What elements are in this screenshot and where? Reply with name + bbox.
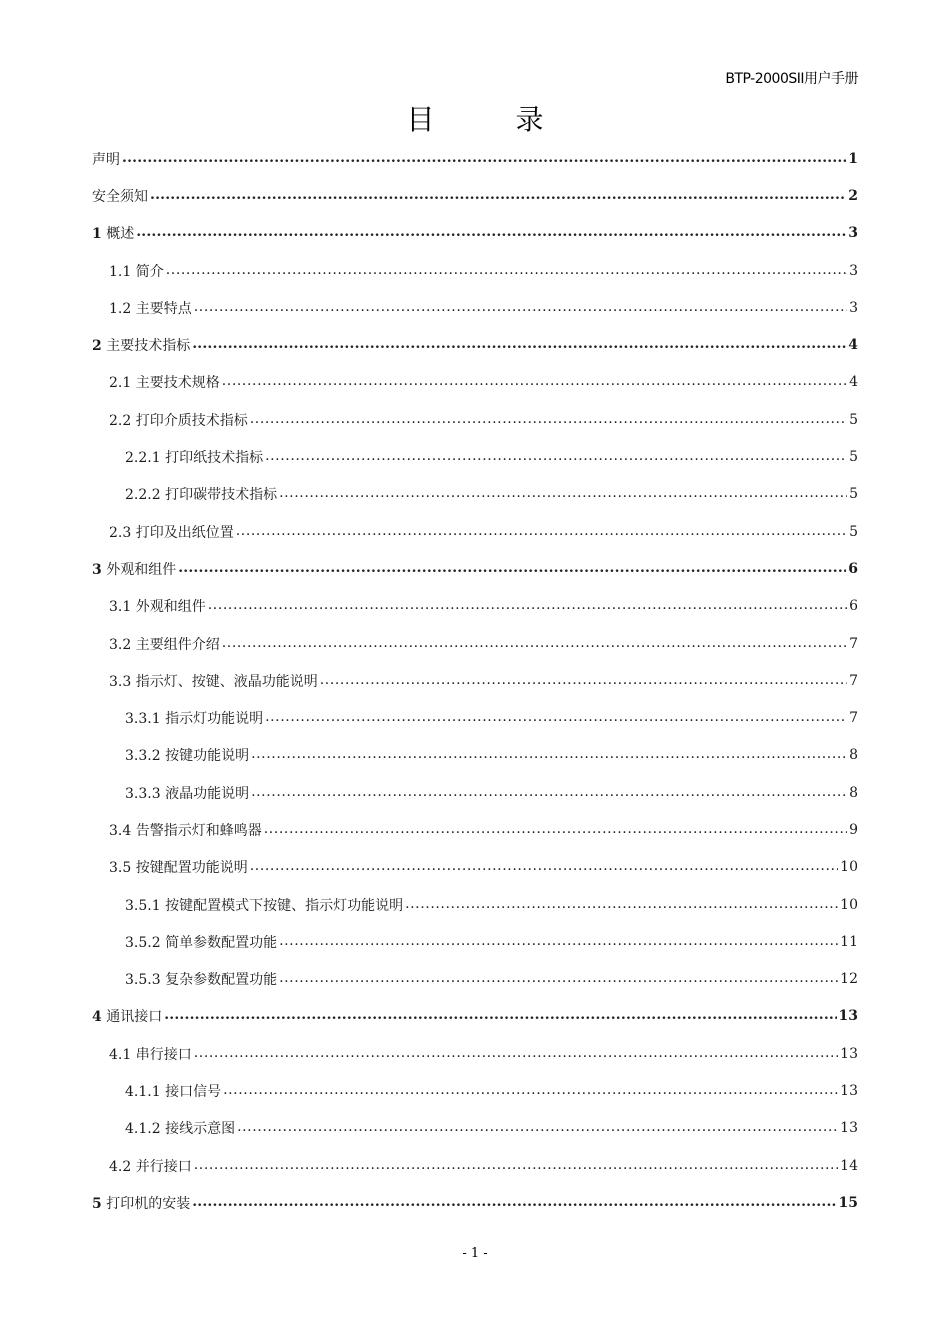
toc-dot-leader <box>279 485 847 501</box>
toc-entry-label <box>109 671 318 691</box>
toc-page-number: 13 <box>840 1083 858 1100</box>
toc-page-number: 4 <box>848 337 858 354</box>
toc-entry[interactable] <box>92 737 858 774</box>
toc-entry-label <box>125 969 277 989</box>
toc-entry-label <box>125 745 249 765</box>
toc-page-number: 2 <box>848 187 858 204</box>
toc-dot-leader <box>136 224 846 240</box>
toc-dot-leader <box>178 560 846 576</box>
toc-section-title: 接线示意图 <box>165 1121 236 1138</box>
toc-page-number: 10 <box>840 859 858 876</box>
toc-section-number: 2.2 <box>109 412 132 429</box>
toc-entry[interactable] <box>92 476 858 513</box>
toc-page-number: 9 <box>849 821 858 838</box>
toc-section-title: 打印纸技术指标 <box>165 450 264 467</box>
toc-section-number: 3.3.2 <box>125 748 161 765</box>
toc-section-number: 4 <box>92 1009 102 1026</box>
toc-dot-leader <box>279 970 838 986</box>
toc-section-number: 2.2.1 <box>125 450 161 467</box>
toc-section-title: 并行接口 <box>135 1158 192 1175</box>
toc-entry[interactable] <box>92 177 858 214</box>
toc-dot-leader <box>164 1007 836 1023</box>
toc-entry-label <box>109 1044 192 1064</box>
toc-section-title: 主要特点 <box>135 300 192 317</box>
toc-page-number: 3 <box>849 262 858 279</box>
toc-entry-label <box>92 223 134 243</box>
toc-section-title: 主要组件介绍 <box>135 636 220 653</box>
toc-dot-leader <box>223 1082 838 1098</box>
toc-entry[interactable] <box>92 1072 858 1109</box>
toc-page-number: 8 <box>849 784 858 801</box>
toc-section-number: 4.1.1 <box>125 1084 161 1101</box>
toc-section-title: 复杂参数配置功能 <box>165 972 278 989</box>
toc-entry-label <box>125 1081 221 1101</box>
toc-section-title: 概述 <box>106 226 135 243</box>
toc-section-number: 3.3.1 <box>125 711 161 728</box>
toc-entry[interactable] <box>92 550 858 587</box>
toc-entry[interactable] <box>92 699 858 736</box>
toc-page-number: 6 <box>849 598 858 615</box>
toc-section-number: 3.1 <box>109 599 132 616</box>
toc-section-title: 主要技术规格 <box>135 375 220 392</box>
toc-dot-leader <box>192 336 846 352</box>
toc-page-number: 15 <box>838 1194 858 1211</box>
toc-entry[interactable] <box>92 289 858 326</box>
toc-section-title: 打印机的安装 <box>106 1195 191 1212</box>
toc-dot-leader <box>264 821 847 837</box>
toc-entry[interactable] <box>92 326 858 363</box>
toc-entry[interactable] <box>92 513 858 550</box>
toc-dot-leader <box>265 709 847 725</box>
toc-dot-leader <box>194 299 847 315</box>
toc-page-number: 10 <box>840 896 858 913</box>
toc-section-number: 2.2.2 <box>125 487 161 504</box>
toc-entry-label <box>109 1156 192 1176</box>
running-header: BTP-2000SII用户手册 <box>725 71 858 87</box>
toc-entry-label <box>125 783 249 803</box>
toc-page-number: 5 <box>849 523 858 540</box>
toc-dot-leader <box>405 896 838 912</box>
toc-entry-label <box>109 261 164 281</box>
toc-entry-label <box>92 1006 162 1026</box>
toc-section-title: 按键配置功能说明 <box>135 860 248 877</box>
toc-dot-leader <box>150 187 846 203</box>
toc-section-title: 打印介质技术指标 <box>135 412 248 429</box>
toc-page-number: 5 <box>849 486 858 503</box>
toc-section-number: 3.5 <box>109 860 132 877</box>
toc-page-number: 1 <box>848 150 858 167</box>
toc-page-number: 14 <box>840 1157 858 1174</box>
toc-dot-leader <box>320 672 847 688</box>
toc-page-number: 8 <box>849 747 858 764</box>
toc-entry-label <box>109 857 248 877</box>
toc-section-number: 2 <box>92 338 102 355</box>
toc-section-title: 打印碳带技术指标 <box>165 487 278 504</box>
toc-entry[interactable] <box>92 588 858 625</box>
toc-entry-label <box>109 522 234 542</box>
toc-section-title: 外观和组件 <box>106 561 177 578</box>
toc-entry-label <box>109 596 206 616</box>
toc-section-number: 2.3 <box>109 524 132 541</box>
toc-entry[interactable] <box>92 811 858 848</box>
toc-entry[interactable] <box>92 1110 858 1147</box>
toc-entry[interactable] <box>92 662 858 699</box>
toc-page-number: 7 <box>849 635 858 652</box>
toc-section-number: 4.2 <box>109 1158 132 1175</box>
toc-entry[interactable] <box>92 215 858 252</box>
toc-entry[interactable] <box>92 849 858 886</box>
toc-page-number: 11 <box>840 933 858 950</box>
toc-dot-leader <box>208 597 847 613</box>
toc-page-number: 5 <box>849 449 858 466</box>
table-of-contents <box>92 140 858 1222</box>
toc-page-number: 7 <box>849 710 858 727</box>
toc-entry[interactable] <box>92 1184 858 1221</box>
toc-section-number: 1 <box>92 226 102 243</box>
toc-page-number: 12 <box>840 971 858 988</box>
toc-entry[interactable] <box>92 401 858 438</box>
toc-section-title: 声明 <box>92 151 120 168</box>
toc-dot-leader <box>251 784 847 800</box>
toc-entry-label <box>109 298 192 318</box>
toc-entry-label <box>92 186 148 206</box>
toc-section-number: 3.5.3 <box>125 972 161 989</box>
toc-entry-label <box>92 559 176 579</box>
toc-entry[interactable] <box>92 140 858 177</box>
toc-entry[interactable] <box>92 1147 858 1184</box>
toc-section-title: 接口信号 <box>165 1084 222 1101</box>
toc-section-number: 5 <box>92 1195 102 1212</box>
toc-section-title: 打印及出纸位置 <box>135 524 234 541</box>
toc-dot-leader <box>122 150 846 166</box>
page-number: - 1 - <box>462 1246 488 1261</box>
toc-page-number: 5 <box>849 411 858 428</box>
toc-dot-leader <box>237 1119 838 1135</box>
toc-entry[interactable] <box>92 961 858 998</box>
toc-dot-leader <box>166 262 847 278</box>
toc-entry[interactable] <box>92 625 858 662</box>
toc-dot-leader <box>250 411 847 427</box>
toc-section-title: 外观和组件 <box>135 599 206 616</box>
toc-section-number: 3 <box>92 561 102 578</box>
toc-section-title: 告警指示灯和蜂鸣器 <box>135 822 262 839</box>
toc-entry-label <box>125 932 277 952</box>
toc-dot-leader <box>222 635 847 651</box>
toc-dot-leader <box>250 858 838 874</box>
toc-entry[interactable] <box>92 886 858 923</box>
toc-section-title: 指示灯功能说明 <box>165 711 264 728</box>
toc-section-number: 1.1 <box>109 263 132 280</box>
toc-section-number: 3.3.3 <box>125 785 161 802</box>
toc-entry-label <box>92 335 190 355</box>
toc-entry[interactable] <box>92 438 858 475</box>
toc-section-number: 4.1.2 <box>125 1121 161 1138</box>
toc-entry[interactable] <box>92 364 858 401</box>
toc-entry-label <box>92 1193 190 1213</box>
toc-dot-leader <box>194 1045 838 1061</box>
toc-page-number: 13 <box>838 1008 858 1025</box>
toc-section-number: 3.2 <box>109 636 132 653</box>
toc-dot-leader <box>251 746 847 762</box>
toc-section-number: 1.2 <box>109 300 132 317</box>
toc-section-number: 4.1 <box>109 1046 132 1063</box>
toc-entry-label <box>109 820 262 840</box>
toc-section-title: 按键功能说明 <box>165 748 250 765</box>
page-title: 目 录 <box>406 103 544 136</box>
toc-section-title: 串行接口 <box>135 1046 192 1063</box>
toc-dot-leader <box>192 1194 836 1210</box>
toc-page-number: 13 <box>840 1120 858 1137</box>
toc-section-title: 指示灯、按键、液晶功能说明 <box>135 673 318 690</box>
toc-section-number: 3.3 <box>109 673 132 690</box>
toc-page-number: 6 <box>848 560 858 577</box>
toc-page-number: 13 <box>840 1045 858 1062</box>
toc-entry-label <box>125 895 403 915</box>
toc-section-title: 按键配置模式下按键、指示灯功能说明 <box>165 897 404 914</box>
toc-dot-leader <box>265 448 847 464</box>
toc-dot-leader <box>279 933 838 949</box>
toc-dot-leader <box>222 373 847 389</box>
toc-page-number: 7 <box>849 672 858 689</box>
toc-entry-label <box>125 708 263 728</box>
toc-entry-label <box>125 447 263 467</box>
toc-section-number: 3.5.1 <box>125 897 161 914</box>
toc-entry-label <box>92 149 120 169</box>
toc-section-title: 安全须知 <box>92 188 148 205</box>
toc-section-number: 3.5.2 <box>125 934 161 951</box>
toc-entry[interactable] <box>92 252 858 289</box>
toc-entry[interactable] <box>92 774 858 811</box>
toc-page-number: 4 <box>849 374 858 391</box>
toc-dot-leader <box>194 1157 838 1173</box>
toc-entry-label <box>109 634 220 654</box>
toc-entry[interactable] <box>92 923 858 960</box>
toc-entry-label <box>125 1118 235 1138</box>
toc-section-title: 简介 <box>135 263 164 280</box>
toc-entry-label <box>109 372 220 392</box>
toc-section-title: 通讯接口 <box>106 1009 163 1026</box>
toc-section-number: 3.4 <box>109 822 132 839</box>
toc-entry-label <box>109 410 248 430</box>
toc-page-number: 3 <box>848 225 858 242</box>
toc-section-title: 液晶功能说明 <box>165 785 250 802</box>
toc-page-number: 3 <box>849 299 858 316</box>
toc-section-title: 主要技术指标 <box>106 338 191 355</box>
toc-entry[interactable] <box>92 1035 858 1072</box>
toc-section-title: 简单参数配置功能 <box>165 934 278 951</box>
toc-entry[interactable] <box>92 998 858 1035</box>
toc-dot-leader <box>236 523 847 539</box>
toc-section-number: 2.1 <box>109 375 132 392</box>
toc-entry-label <box>125 484 277 504</box>
